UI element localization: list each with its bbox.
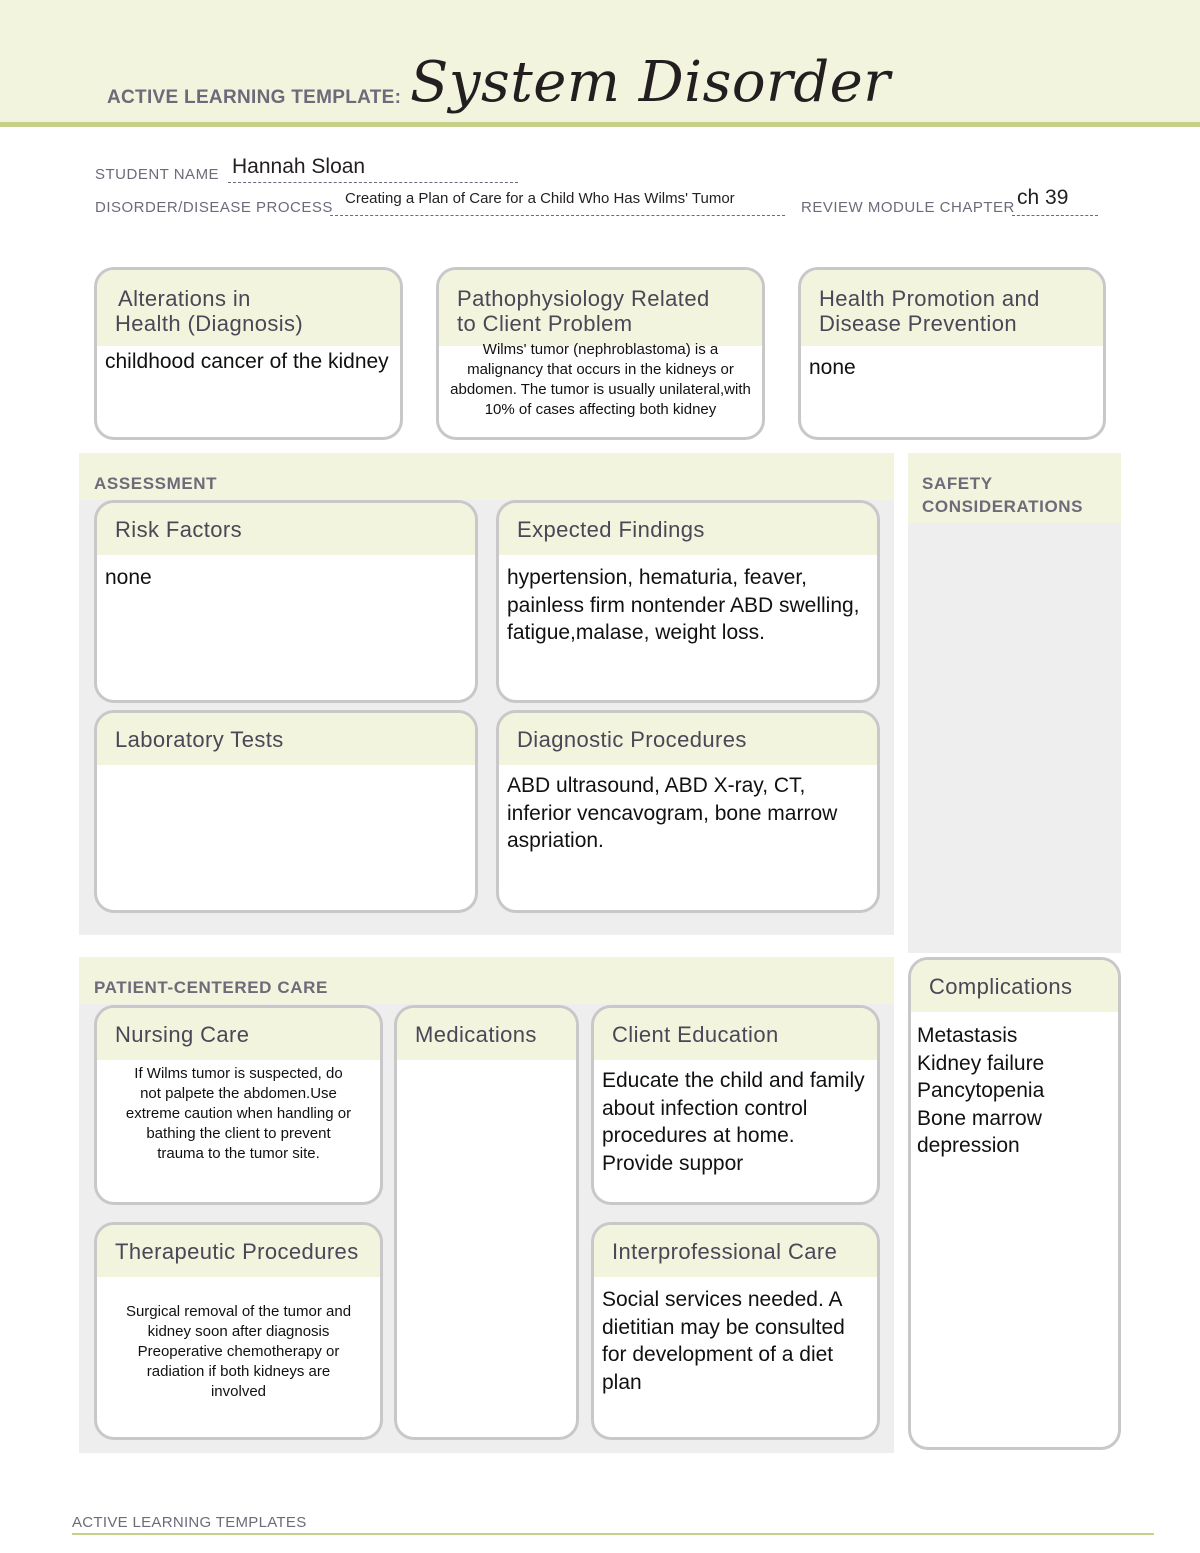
- safety-panel: [908, 453, 1121, 953]
- diagnostic-procedures-title: Diagnostic Procedures: [499, 713, 877, 765]
- pathophysiology-content[interactable]: Wilms' tumor (nephroblastoma) is a malignancy that occurs in the kidneys or abdomen. The tumor is usually unilateral,with 10% of cases affecting both kidney: [450, 341, 751, 418]
- header-rule: [0, 122, 1200, 127]
- diagnostic-procedures-box: [496, 710, 880, 913]
- alterations-content[interactable]: childhood cancer of the kidney: [105, 350, 389, 373]
- laboratory-tests-content[interactable]: [97, 765, 475, 771]
- laboratory-tests-box: [94, 710, 478, 913]
- pathophysiology-title-line1: Pathophysiology Related: [457, 286, 710, 311]
- client-education-text: Educate the child and family about infection control procedures at home.: [602, 1069, 865, 1147]
- complication-item: depression: [917, 1134, 1020, 1157]
- risk-factors-content[interactable]: none: [105, 566, 152, 589]
- complications-title: Complications: [911, 960, 1118, 1012]
- medications-content[interactable]: [397, 1060, 576, 1066]
- alterations-title-line1: Alterations in: [118, 286, 251, 311]
- health-promotion-title-line1: Health Promotion and: [819, 286, 1040, 311]
- risk-factors-box: [94, 500, 478, 703]
- student-name-label: STUDENT NAME: [95, 166, 220, 183]
- pathophysiology-box: [436, 267, 765, 440]
- expected-findings-title: Expected Findings: [499, 503, 877, 555]
- template-title: System Disorder: [410, 50, 891, 115]
- client-education-content[interactable]: [594, 1060, 877, 1185]
- disorder-field[interactable]: Creating a Plan of Care for a Child Who Has Wilms' Tumor: [345, 190, 735, 207]
- patient-care-heading: PATIENT-CENTERED CARE: [94, 978, 328, 997]
- assessment-heading: ASSESSMENT: [94, 474, 218, 493]
- template-label: ACTIVE LEARNING TEMPLATE:: [107, 87, 402, 108]
- complication-item: Metastasis: [917, 1024, 1018, 1047]
- complication-item: Kidney failure: [917, 1051, 1045, 1075]
- health-promotion-title-line2: Disease Prevention: [819, 311, 1017, 336]
- therapeutic-procedures-content[interactable]: Surgical removal of the tumor and kidney soon after diagnosis Preoperative chemotherapy or radiation if both kidneys are involved: [125, 1303, 352, 1400]
- risk-factors-title: Risk Factors: [97, 503, 475, 555]
- medications-title: Medications: [397, 1008, 576, 1060]
- diagnostic-procedures-content[interactable]: ABD ultrasound, ABD X-ray, CT, inferior vencavogram, bone marrow aspriation.: [507, 774, 838, 852]
- safety-heading-line2: CONSIDERATIONS: [922, 497, 1084, 516]
- alterations-box: [94, 267, 403, 440]
- nursing-care-content[interactable]: If Wilms tumor is suspected, do not palpete the abdomen.Use extreme caution when handling or bathing the client to prevent trauma to the tumor site.: [125, 1065, 352, 1162]
- safety-heading-line1: SAFETY: [922, 474, 993, 493]
- client-education-overflow-text: Provide suppor: [602, 1151, 744, 1175]
- chapter-field[interactable]: ch 39: [1017, 186, 1069, 209]
- alterations-title-line2: Health (Diagnosis): [115, 311, 304, 336]
- complication-item: Bone marrow: [917, 1106, 1042, 1130]
- health-promotion-content[interactable]: none: [809, 356, 856, 379]
- complications-box: [908, 957, 1121, 1450]
- client-education-box: [591, 1005, 880, 1205]
- footer-label: ACTIVE LEARNING TEMPLATES: [72, 1514, 307, 1531]
- health-promotion-box: [798, 267, 1106, 440]
- chapter-label: REVIEW MODULE CHAPTER: [801, 199, 1015, 216]
- interprofessional-care-content[interactable]: Social services needed. A dietitian may be consulted for development of a diet plan: [602, 1288, 845, 1394]
- therapeutic-procedures-title: Therapeutic Procedures: [97, 1225, 380, 1277]
- complications-list[interactable]: [911, 1012, 1118, 1160]
- nursing-care-title: Nursing Care: [97, 1008, 380, 1060]
- nursing-care-box: [94, 1005, 383, 1205]
- laboratory-tests-title: Laboratory Tests: [97, 713, 475, 765]
- complication-item: Pancytopenia: [917, 1079, 1045, 1102]
- pathophysiology-title-line2: to Client Problem: [457, 311, 633, 336]
- expected-findings-box: [496, 500, 880, 703]
- footer-rule: [72, 1533, 1154, 1535]
- therapeutic-procedures-box: [94, 1222, 383, 1440]
- disorder-label: DISORDER/DISEASE PROCESS: [95, 199, 333, 216]
- student-name-field[interactable]: Hannah Sloan: [232, 155, 366, 178]
- chapter-line: [1012, 215, 1098, 216]
- medications-box: [394, 1005, 579, 1440]
- expected-findings-content[interactable]: hypertension, hematuria, feaver, painless firm nontender ABD swelling, fatigue,malase, weight loss.: [507, 566, 860, 644]
- interprofessional-care-title: Interprofessional Care: [594, 1225, 877, 1277]
- disorder-line: [330, 215, 785, 216]
- interprofessional-care-box: [591, 1222, 880, 1440]
- client-education-title: Client Education: [594, 1008, 877, 1060]
- student-name-line: [228, 182, 518, 183]
